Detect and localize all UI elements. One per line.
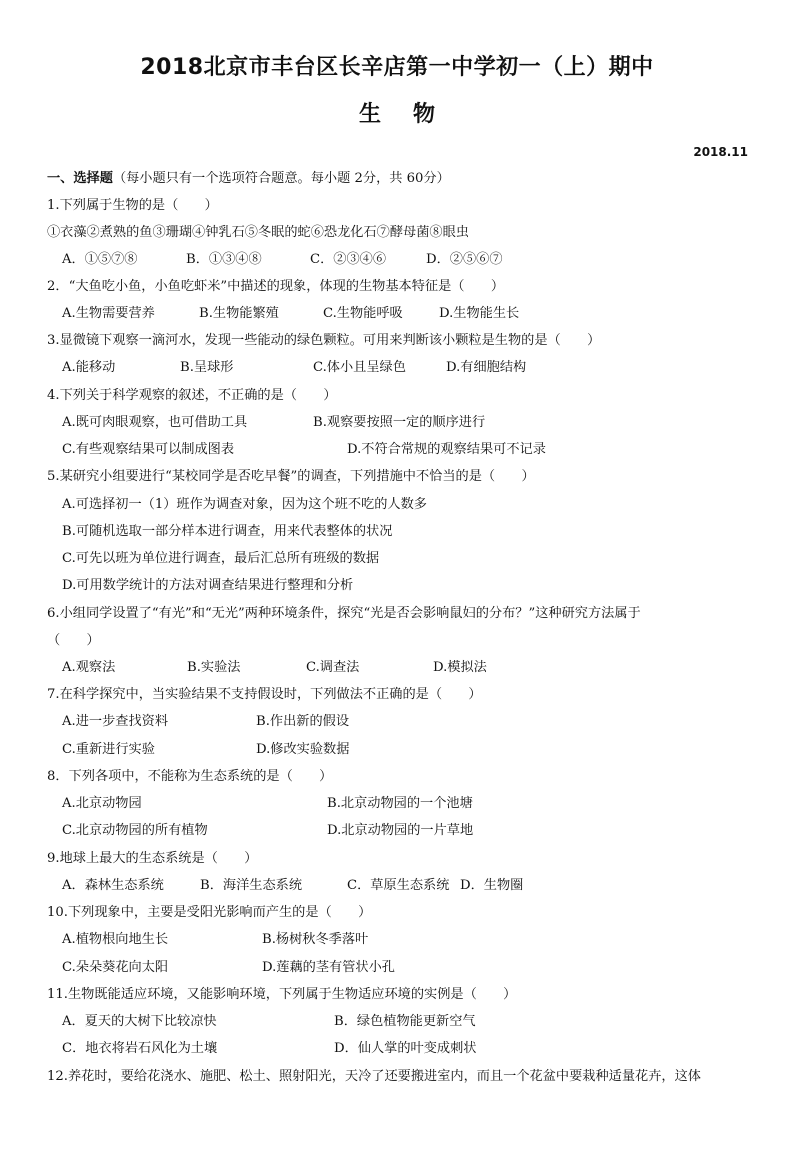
question-9-option-a: A．森林生态系统 bbox=[62, 878, 164, 893]
question-8-option-d: D.北京动物园的一片草地 bbox=[327, 823, 474, 838]
question-6-blank: （ ） bbox=[47, 633, 100, 648]
question-2-option-d: D.生物能生长 bbox=[439, 306, 520, 321]
question-5-option-a: A.可选择初一（1）班作为调查对象，因为这个班不吃的人数多 bbox=[62, 497, 427, 512]
question-8-option-a: A.北京动物园 bbox=[62, 796, 142, 811]
question-5-option-d: D.可用数学统计的方法对调查结果进行整理和分析 bbox=[62, 578, 354, 593]
exam-date: 2018.11 bbox=[693, 145, 748, 159]
question-3-option-c: C.体小且呈绿色 bbox=[313, 360, 406, 375]
question-10-option-b: B.杨树秋冬季落叶 bbox=[262, 932, 369, 947]
exam-title: 2018北京市丰台区长辛店第一中学初一（上）期中 bbox=[140, 55, 654, 80]
question-6-stem: 6.小组同学设置了“有光”和“无光”两种环境条件，探究“光是否会影响鼠妇的分布？”这种研究方法属于 bbox=[47, 606, 641, 621]
question-4-option-a: A.既可肉眼观察，也可借助工具 bbox=[62, 415, 248, 430]
question-8-option-b: B.北京动物园的一个池塘 bbox=[327, 796, 473, 811]
question-11-stem: 11.生物既能适应环境，又能影响环境，下列属于生物适应环境的实例是（ ） bbox=[47, 987, 517, 1002]
question-5-stem: 5.某研究小组要进行“某校同学是否吃早餐”的调查，下列措施中不恰当的是（ ） bbox=[47, 469, 535, 484]
question-6-option-a: A.观察法 bbox=[62, 660, 116, 675]
question-11-option-a: A．夏天的大树下比较凉快 bbox=[62, 1014, 217, 1029]
subject-title: 生物 bbox=[358, 102, 467, 127]
question-7-option-a: A.进一步查找资料 bbox=[62, 714, 169, 729]
question-9-option-c: C．草原生态系统 bbox=[347, 878, 450, 893]
question-8-stem: 8．下列各项中，不能称为生态系统的是（ ） bbox=[47, 769, 333, 784]
question-10-option-c: C.朵朵葵花向太阳 bbox=[62, 960, 169, 975]
question-2-option-b: B.生物能繁殖 bbox=[199, 306, 279, 321]
question-10-option-d: D.莲藕的茎有管状小孔 bbox=[262, 960, 395, 975]
question-1-items: ①衣藻②煮熟的鱼③珊瑚④钟乳石⑤冬眠的蛇⑥恐龙化石⑦酵母菌⑧眼虫 bbox=[47, 225, 469, 240]
question-6-option-c: C.调查法 bbox=[306, 660, 360, 675]
question-4-option-b: B.观察要按照一定的顺序进行 bbox=[313, 415, 486, 430]
question-1-option-b: B．①③④⑧ bbox=[186, 252, 262, 267]
section-note: （每小题只有一个选项符合题意。每小题 2分，共 60分） bbox=[112, 171, 450, 186]
question-4-option-d: D.不符合常规的观察结果可不记录 bbox=[347, 442, 546, 457]
question-9-option-d: D．生物圈 bbox=[460, 878, 524, 893]
question-10-stem: 10.下列现象中，主要是受阳光影响而产生的是（ ） bbox=[47, 905, 372, 920]
question-11-option-d: D．仙人掌的叶变成刺状 bbox=[334, 1041, 477, 1056]
question-5-option-b: B.可随机选取一部分样本进行调查，用来代表整体的状况 bbox=[62, 524, 393, 539]
question-5-option-c: C.可先以班为单位进行调查，最后汇总所有班级的数据 bbox=[62, 551, 380, 566]
question-9-option-b: B．海洋生态系统 bbox=[200, 878, 303, 893]
question-8-option-c: C.北京动物园的所有植物 bbox=[62, 823, 208, 838]
question-1-option-c: C．②③④⑥ bbox=[310, 252, 387, 267]
question-7-option-d: D.修改实验数据 bbox=[256, 742, 350, 757]
question-3-option-b: B.呈球形 bbox=[180, 360, 234, 375]
question-2-option-a: A.生物需要营养 bbox=[62, 306, 155, 321]
question-1-stem: 1.下列属于生物的是（ ） bbox=[47, 198, 218, 213]
question-7-stem: 7.在科学探究中，当实验结果不支持假设时，下列做法不正确的是（ ） bbox=[47, 687, 482, 702]
question-7-option-b: B.作出新的假设 bbox=[256, 714, 350, 729]
question-3-option-a: A.能移动 bbox=[62, 360, 116, 375]
question-6-option-b: B.实验法 bbox=[187, 660, 241, 675]
question-12-stem: 12.养花时，要给花浇水、施肥、松土、照射阳光，天冷了还要搬进室内，而且一个花盆中要栽种适量花卉，这体 bbox=[47, 1069, 701, 1084]
section-label: 一、选择题 bbox=[47, 171, 113, 186]
question-6-option-d: D.模拟法 bbox=[433, 660, 487, 675]
question-2-option-c: C.生物能呼吸 bbox=[323, 306, 403, 321]
question-4-stem: 4.下列关于科学观察的叙述，不正确的是（ ） bbox=[47, 388, 337, 403]
question-2-stem: 2．“大鱼吃小鱼，小鱼吃虾米”中描述的现象，体现的生物基本特征是（ ） bbox=[47, 279, 505, 294]
question-11-option-b: B．绿色植物能更新空气 bbox=[334, 1014, 476, 1029]
question-7-option-c: C.重新进行实验 bbox=[62, 742, 155, 757]
question-1-option-d: D．②⑤⑥⑦ bbox=[426, 252, 503, 267]
question-1-option-a: A．①⑤⑦⑧ bbox=[62, 252, 138, 267]
question-11-option-c: C．地衣将岩石风化为土壤 bbox=[62, 1041, 218, 1056]
question-3-option-d: D.有细胞结构 bbox=[446, 360, 527, 375]
question-9-stem: 9.地球上最大的生态系统是（ ） bbox=[47, 851, 258, 866]
section-heading bbox=[47, 170, 450, 188]
question-3-stem: 3.显微镜下观察一滴河水，发现一些能动的绿色颗粒。可用来判断该小颗粒是生物的是（ ） bbox=[47, 333, 601, 348]
question-4-option-c: C.有些观察结果可以制成图表 bbox=[62, 442, 235, 457]
question-10-option-a: A.植物根向地生长 bbox=[62, 932, 169, 947]
